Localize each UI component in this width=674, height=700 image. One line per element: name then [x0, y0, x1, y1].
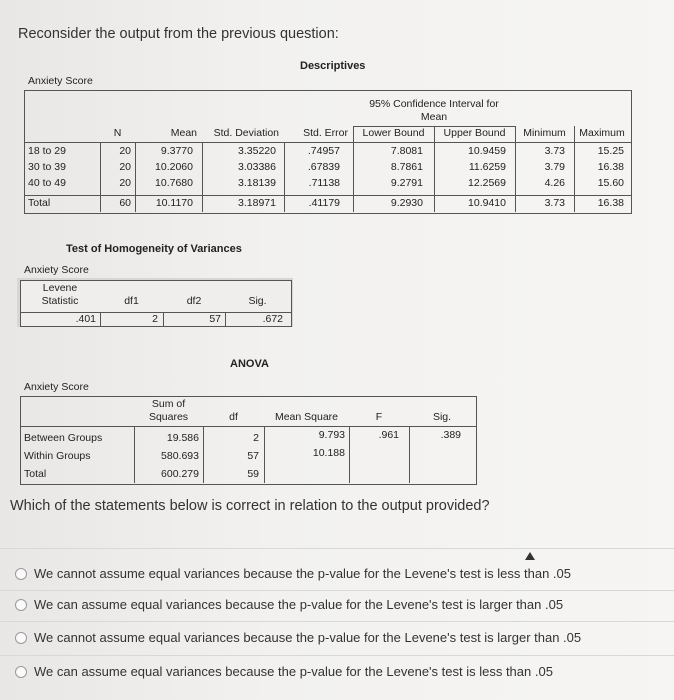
cell-sig: .389 [440, 429, 461, 441]
col-std-deviation: Std. Deviation [213, 127, 279, 139]
cell-mean: 10.2060 [155, 161, 193, 173]
cell-ms: 9.793 [318, 429, 345, 441]
col-mean: Mean [170, 127, 197, 139]
cell-se: .71138 [308, 177, 340, 189]
cell-sd: 3.35220 [238, 145, 276, 157]
cell-min: 3.73 [544, 197, 565, 209]
col-sig: Sig. [248, 295, 267, 307]
cell-n: 20 [119, 177, 131, 189]
cell-ub: 12.2569 [468, 177, 506, 189]
cell-ss: 600.279 [161, 468, 199, 480]
radio-button-icon[interactable] [15, 599, 27, 611]
ci-header-line1: 95% Confidence Interval for [369, 98, 499, 110]
descriptives-var-label: Anxiety Score [28, 75, 93, 87]
cell-max: 16.38 [597, 197, 624, 209]
option-label: We can assume equal variances because the p-value for the Levene's test is larger than .05 [34, 597, 564, 612]
cell-df1: 2 [152, 313, 158, 325]
cell-df2: 57 [209, 313, 221, 325]
cell-sd: 3.03386 [238, 161, 276, 173]
option-4[interactable] [0, 660, 674, 688]
cell-n: 20 [119, 161, 131, 173]
row-label: 30 to 39 [28, 161, 66, 173]
mouse-cursor-icon [525, 552, 535, 560]
col-levene-line1: Levene [42, 282, 78, 294]
col-minimum: Minimum [523, 127, 566, 139]
col-levene-line2: Statistic [41, 295, 79, 307]
intro-text: Reconsider the output from the previous question: [18, 26, 339, 42]
radio-button-icon[interactable] [15, 568, 27, 580]
cell-lb: 7.8081 [390, 145, 423, 157]
homogeneity-var-label: Anxiety Score [24, 264, 89, 276]
col-std-error: Std. Error [303, 127, 348, 139]
ci-header-line2: Mean [420, 111, 448, 123]
cell-ub: 11.6259 [468, 161, 506, 173]
homogeneity-title: Test of Homogeneity of Variances [66, 243, 242, 255]
option-1[interactable] [0, 562, 674, 590]
cell-max: 15.25 [597, 145, 624, 157]
col-ss-line1: Sum of [151, 398, 186, 410]
cell-lb: 9.2791 [390, 177, 423, 189]
cell-sd: 3.18139 [238, 177, 276, 189]
col-df: df [229, 411, 238, 423]
cell-ub: 10.9459 [468, 145, 506, 157]
cell-se: .74957 [307, 145, 340, 157]
anova-title: ANOVA [230, 358, 269, 370]
radio-button-icon[interactable] [15, 632, 27, 644]
row-label: Within Groups [24, 450, 91, 462]
cell-ss: 580.693 [161, 450, 199, 462]
cell-sd: 3.18971 [238, 197, 276, 209]
cell-mean: 10.1170 [155, 197, 193, 209]
col-f: F [375, 411, 383, 423]
cell-se: .41179 [308, 197, 340, 209]
option-2[interactable] [0, 593, 674, 621]
row-label: Total [24, 468, 47, 480]
col-df2: df2 [186, 295, 202, 307]
cell-mean: 10.7680 [155, 177, 193, 189]
option-label: We cannot assume equal variances because the p-value for the Levene's test is larger than .05 [34, 630, 582, 645]
col-ss-line2: Squares [148, 411, 189, 423]
cell-min: 3.73 [544, 145, 565, 157]
cell-sig: .672 [262, 313, 283, 325]
col-n: N [113, 127, 122, 139]
cell-n: 60 [119, 197, 131, 209]
row-label: Between Groups [24, 432, 103, 444]
option-label: We can assume equal variances because the p-value for the Levene's test is less than .05 [34, 664, 553, 679]
descriptives-title: Descriptives [300, 60, 366, 72]
option-label: We cannot assume equal variances because the p-value for the Levene's test is less than .05 [34, 566, 572, 581]
cell-ub: 10.9410 [468, 197, 506, 209]
cell-levene: .401 [75, 313, 96, 325]
cell-ss: 19.586 [166, 432, 199, 444]
question-text: Which of the statements below is correct in relation to the output provided? [10, 498, 490, 514]
col-sig: Sig. [432, 411, 452, 423]
cell-mean: 9.3770 [160, 145, 193, 157]
col-lower-bound: Lower Bound [362, 127, 425, 139]
row-label: Total [28, 197, 51, 209]
col-maximum: Maximum [579, 127, 625, 139]
cell-f: .961 [378, 429, 399, 441]
option-3[interactable] [0, 626, 674, 654]
cell-min: 4.26 [544, 177, 565, 189]
anova-var-label: Anxiety Score [24, 381, 89, 393]
cell-n: 20 [119, 145, 131, 157]
cell-lb: 8.7861 [390, 161, 423, 173]
cell-ms: 10.188 [312, 447, 345, 459]
cell-df: 57 [247, 450, 259, 462]
cell-se: .67839 [307, 161, 340, 173]
cell-max: 15.60 [597, 177, 624, 189]
col-df1: df1 [124, 295, 139, 307]
col-upper-bound: Upper Bound [443, 127, 506, 139]
cell-lb: 9.2930 [390, 197, 423, 209]
cell-min: 3.79 [544, 161, 565, 173]
row-label: 40 to 49 [28, 177, 66, 189]
cell-max: 16.38 [597, 161, 624, 173]
cell-df: 2 [253, 432, 259, 444]
col-mean-square: Mean Square [274, 411, 339, 423]
cell-df: 59 [247, 468, 259, 480]
radio-button-icon[interactable] [15, 666, 27, 678]
row-label: 18 to 29 [28, 145, 66, 157]
